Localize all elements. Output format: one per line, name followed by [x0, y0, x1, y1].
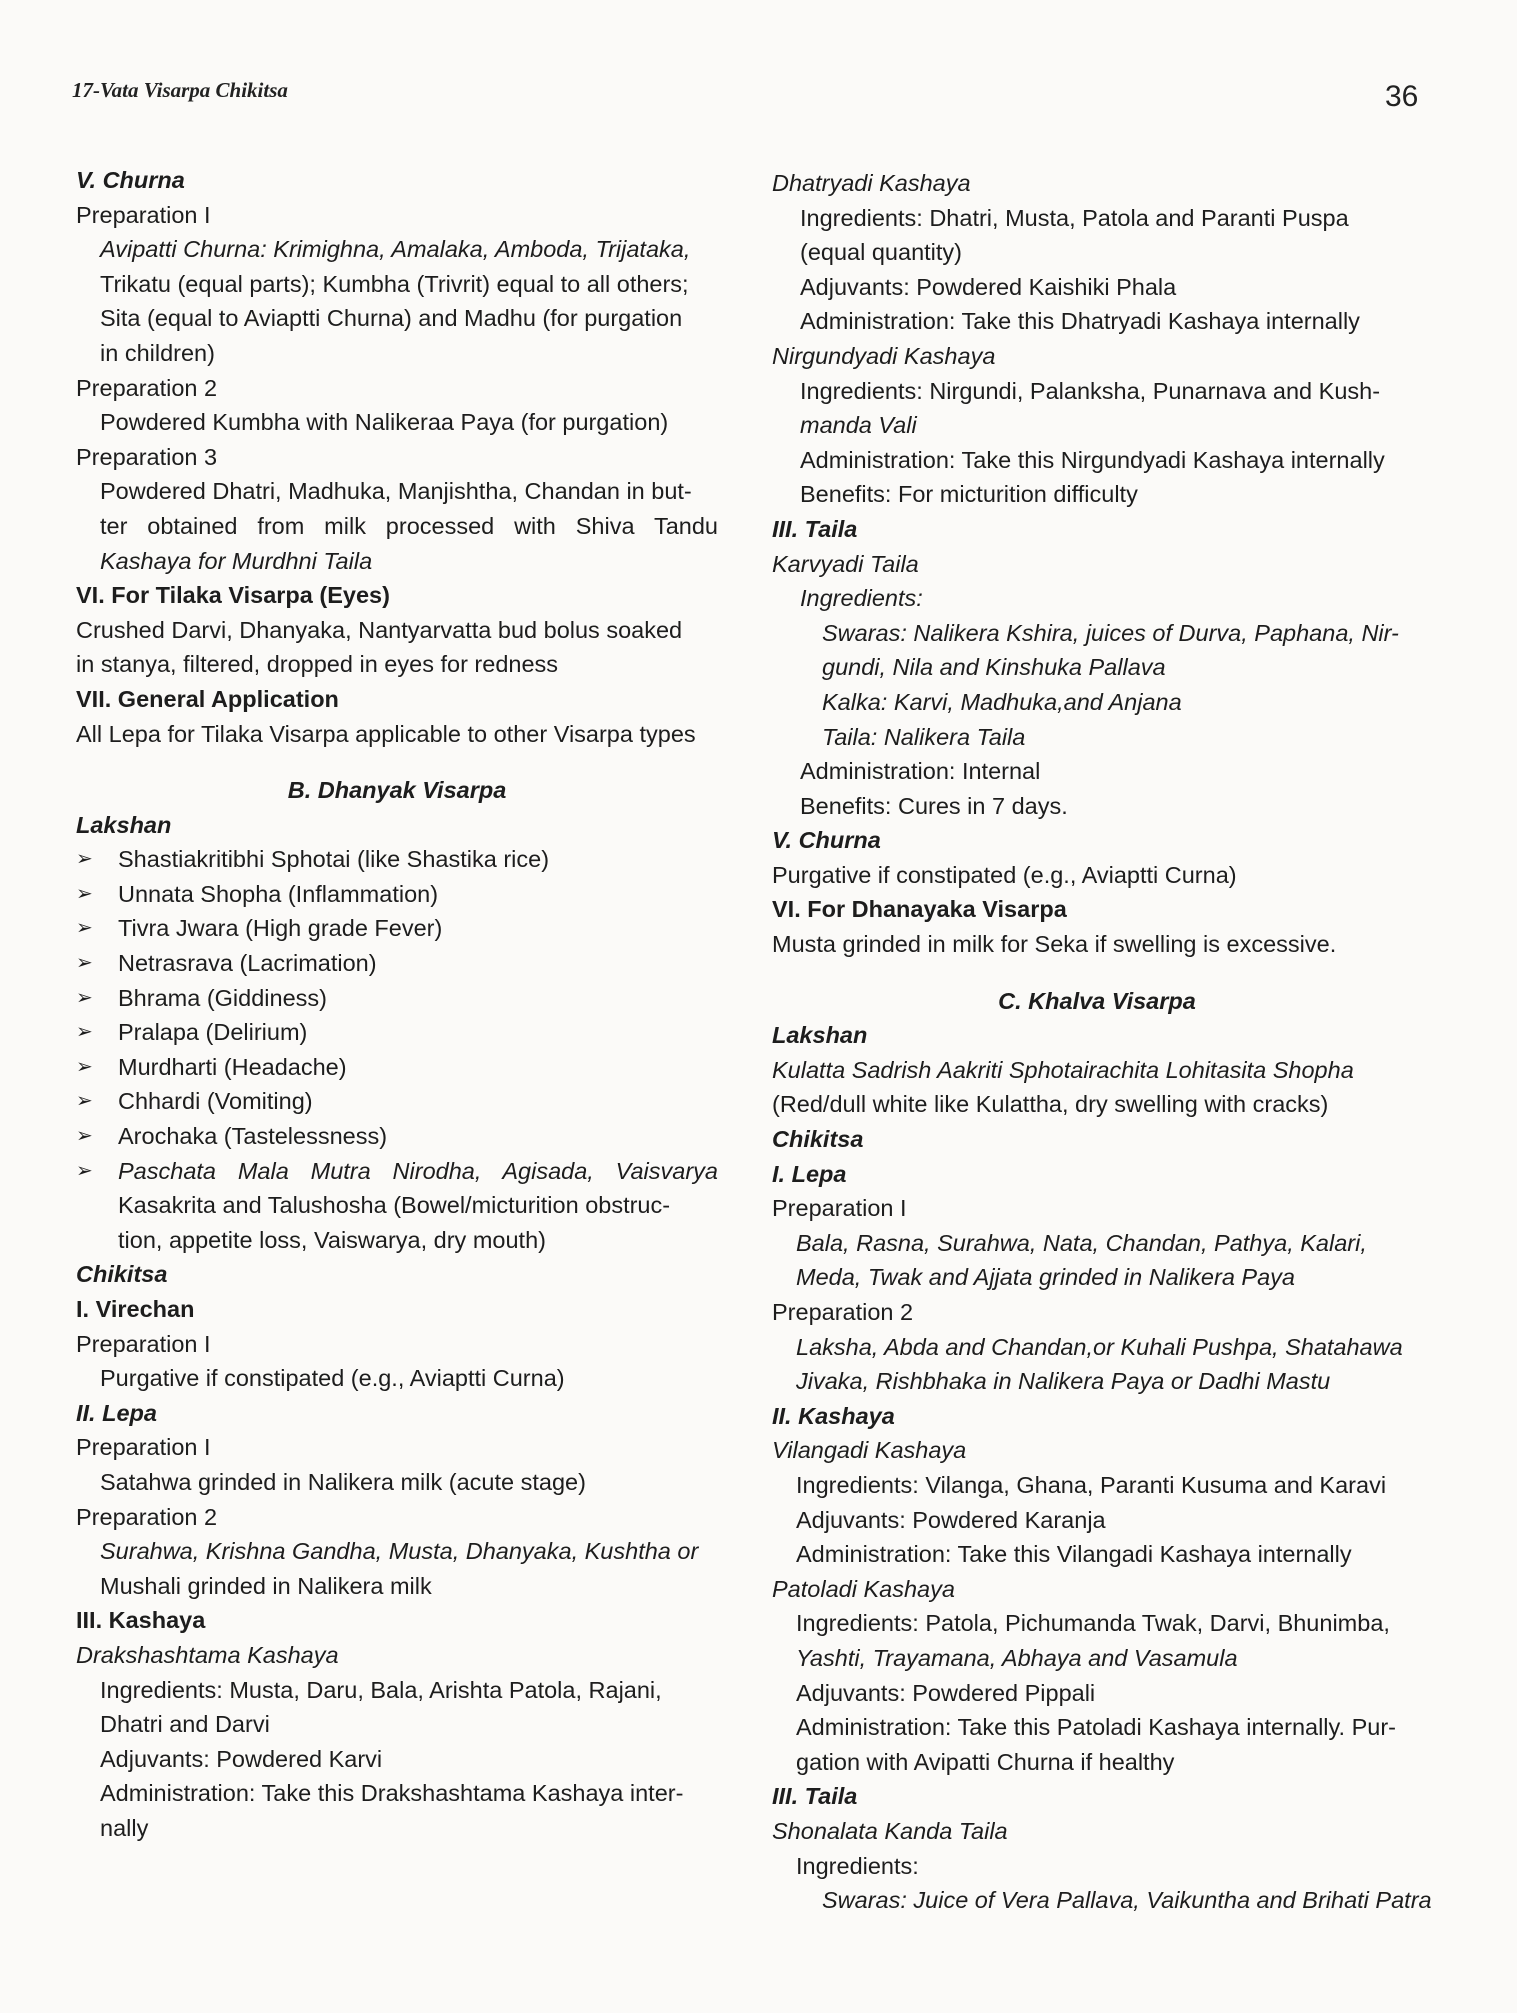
- text-line: Adjuvants: Powdered Karanja: [796, 1506, 1106, 1533]
- subheading: Preparation 2: [76, 374, 218, 401]
- page-number: 36: [1385, 80, 1419, 113]
- section-heading: V. Churna: [772, 827, 881, 854]
- list-item: ➢ Shastiakritibhi Sphotai (like Shastika rice): [76, 842, 718, 877]
- text-line: Kashaya for Murdhni Taila: [100, 547, 373, 574]
- section-heading: Chikitsa: [772, 1126, 864, 1153]
- formula-name: Nirgundyadi Kashaya: [772, 342, 996, 369]
- text-line: in children): [100, 339, 215, 366]
- list-item: ➢ Arochaka (Tastelessness): [76, 1119, 718, 1154]
- subheading: Preparation 2: [76, 1503, 218, 1530]
- text-line: Kasakrita and Talushosha (Bowel/micturition obstruc-: [118, 1192, 671, 1219]
- list-item: ➢ Chhardi (Vomiting): [76, 1084, 718, 1119]
- text-line: gation with Avipatti Churna if healthy: [796, 1748, 1175, 1775]
- text-line: Adjuvants: Powdered Pippali: [796, 1679, 1096, 1706]
- formula-name: Shonalata Kanda Taila: [772, 1817, 1008, 1844]
- bullet-arrow-icon: ➢: [76, 917, 93, 940]
- text-line: gundi, Nila and Kinshuka Pallava: [822, 654, 1166, 681]
- text-line: Administration: Take this Nirgundyadi Kashaya internally: [800, 446, 1385, 473]
- list-item: ➢ Netrasrava (Lacrimation): [76, 946, 718, 981]
- section-heading: VI. For Tilaka Visarpa (Eyes): [76, 582, 390, 609]
- section-heading: I. Virechan: [76, 1296, 195, 1322]
- bullet-arrow-icon: ➢: [76, 882, 93, 905]
- section-title: B. Dhanyak Visarpa: [287, 777, 507, 804]
- formula-name: Dhatryadi Kashaya: [772, 170, 971, 196]
- bullet-arrow-icon: ➢: [76, 1159, 93, 1182]
- bullet-arrow-icon: ➢: [76, 1090, 93, 1113]
- text-line: Ingredients: Nirgundi, Palanksha, Punarnava and Kush-: [800, 377, 1381, 404]
- text-line: Mushali grinded in Nalikera milk: [100, 1572, 432, 1599]
- bullet-arrow-icon: ➢: [76, 1125, 93, 1148]
- text-line: ter obtained from milk processed with Shiva Tandu: [100, 512, 718, 539]
- text-line: Satahwa grinded in Nalikera milk (acute stage): [100, 1468, 586, 1495]
- section-heading: VII. General Application: [76, 685, 339, 712]
- text-line: (Red/dull white like Kulattha, dry swelling with cracks): [772, 1091, 1329, 1118]
- text-line: Trikatu (equal parts); Kumbha (Trivrit) equal to all others;: [100, 270, 689, 297]
- text-line: Powdered Kumbha with Nalikeraa Paya (for purgation): [100, 409, 669, 436]
- text-line: tion, appetite loss, Vaiswarya, dry mouth): [118, 1226, 546, 1253]
- section-heading: II. Kashaya: [772, 1402, 895, 1429]
- section-heading: I. Lepa: [772, 1160, 847, 1187]
- bullet-arrow-icon: ➢: [76, 952, 93, 975]
- text-line: Jivaka, Rishbhaka in Nalikera Paya or Dadhi Mastu: [796, 1368, 1331, 1395]
- section-heading: II. Lepa: [76, 1399, 157, 1426]
- section-heading: Lakshan: [76, 811, 172, 838]
- list-item: ➢ Pralapa (Delirium): [76, 1015, 718, 1050]
- text-line: All Lepa for Tilaka Visarpa applicable to other Visarpa types: [76, 720, 696, 747]
- text-line: Benefits: Cures in 7 days.: [800, 792, 1068, 819]
- subheading: Preparation I: [76, 201, 211, 228]
- text-line: Yashti, Trayamana, Abhaya and Vasamula: [796, 1644, 1238, 1671]
- text-line: Musta grinded in milk for Seka if swelling is excessive.: [772, 931, 1337, 958]
- section-heading: III. Taila: [772, 1783, 858, 1810]
- section-heading: Lakshan: [772, 1022, 868, 1049]
- text-line: Avipatti Churna: Krimighna, Amalaka, Amboda, Trijataka,: [100, 236, 691, 263]
- text-line: Sita (equal to Aviaptti Churna) and Madhu (for purgation: [100, 305, 683, 332]
- text-line: Meda, Twak and Ajjata grinded in Nalikera Paya: [796, 1264, 1295, 1291]
- list-item: ➢ Unnata Shopha (Inflammation): [76, 877, 718, 912]
- text-line: Ingredients: Musta, Daru, Bala, Arishta Patola, Rajani,: [100, 1676, 662, 1703]
- text-line: Adjuvants: Powdered Kaishiki Phala: [800, 273, 1177, 300]
- subheading: Preparation I: [772, 1195, 907, 1222]
- section-heading: Chikitsa: [76, 1261, 168, 1288]
- text-line: Ingredients:: [796, 1852, 919, 1879]
- formula-name: Patoladi Kashaya: [772, 1575, 955, 1602]
- text-line: Bala, Rasna, Surahwa, Nata, Chandan, Pathya, Kalari,: [796, 1229, 1367, 1256]
- text-line: Ingredients: Vilanga, Ghana, Paranti Kusuma and Karavi: [796, 1471, 1387, 1498]
- text-line: Taila: Nalikera Taila: [822, 723, 1026, 750]
- text-line: Kulatta Sadrish Aakriti Sphotairachita Lohitasita Shopha: [772, 1056, 1354, 1083]
- text-line: Laksha, Abda and Chandan,or Kuhali Pushpa, Shatahawa: [796, 1333, 1403, 1360]
- subheading: Preparation I: [76, 1434, 211, 1461]
- right-column: [772, 166, 1432, 1918]
- list-item: ➢ Bhrama (Giddiness): [76, 981, 718, 1016]
- bullet-arrow-icon: ➢: [76, 848, 93, 871]
- formula-name: Drakshashtama Kashaya: [76, 1641, 339, 1668]
- subheading: Preparation 2: [772, 1299, 914, 1325]
- text-line: Surahwa, Krishna Gandha, Musta, Dhanyaka, Kushtha or: [100, 1538, 699, 1565]
- formula-name: Vilangadi Kashaya: [772, 1437, 967, 1464]
- subheading: Preparation 3: [76, 443, 218, 470]
- text-line: manda Vali: [800, 412, 917, 439]
- text-line: Adjuvants: Powdered Karvi: [100, 1745, 383, 1772]
- list-item: ➢ Paschata Mala Mutra Nirodha, Agisada, Vaisvarya: [76, 1154, 718, 1189]
- text-line: Benefits: For micturition difficulty: [800, 481, 1138, 508]
- section-heading: III. Kashaya: [76, 1607, 206, 1634]
- text-line: Crushed Darvi, Dhanyaka, Nantyarvatta bud bolus soaked: [76, 616, 683, 643]
- text-line: Swaras: Nalikera Kshira, juices of Durva, Paphana, Nir-: [822, 619, 1399, 646]
- text-line: Powdered Dhatri, Madhuka, Manjishtha, Chandan in but-: [100, 478, 692, 505]
- subheading: Preparation I: [76, 1330, 211, 1357]
- bullet-arrow-icon: ➢: [76, 1055, 93, 1078]
- list-item: ➢ Tivra Jwara (High grade Fever): [76, 911, 718, 946]
- section-title: C. Khalva Visarpa: [998, 987, 1196, 1014]
- text-line: Administration: Take this Patoladi Kashaya internally. Pur-: [796, 1714, 1396, 1741]
- text-line: nally: [100, 1814, 149, 1841]
- left-column: [76, 163, 718, 1846]
- text-line: (equal quantity): [800, 239, 962, 266]
- text-line: Administration: Take this Drakshashtama Kashaya inter-: [100, 1780, 684, 1807]
- formula-name: Karvyadi Taila: [772, 550, 919, 577]
- text-line: Ingredients: Dhatri, Musta, Patola and Paranti Puspa: [800, 204, 1349, 231]
- text-line: Ingredients:: [800, 585, 923, 612]
- text-line: Administration: Take this Dhatryadi Kashaya internally: [800, 308, 1360, 335]
- section-heading: III. Taila: [772, 515, 858, 542]
- text-line: Ingredients: Patola, Pichumanda Twak, Darvi, Bhunimba,: [796, 1610, 1390, 1637]
- section-heading: V. Churna: [76, 167, 185, 193]
- text-line: Purgative if constipated (e.g., Aviaptti Curna): [772, 861, 1237, 888]
- section-heading: VI. For Dhanayaka Visarpa: [772, 896, 1067, 923]
- text-line: Purgative if constipated (e.g., Aviaptti Curna): [100, 1365, 565, 1392]
- chapter-title: 17-Vata Visarpa Chikitsa: [72, 78, 288, 102]
- bullet-arrow-icon: ➢: [76, 986, 93, 1009]
- text-line: Swaras: Juice of Vera Pallava, Vaikuntha and Brihati Patra: [822, 1887, 1432, 1914]
- list-item: ➢ Murdharti (Headache): [76, 1050, 718, 1085]
- text-line: Administration: Take this Vilangadi Kashaya internally: [796, 1541, 1352, 1568]
- text-line: Kalka: Karvi, Madhuka,and Anjana: [822, 688, 1182, 715]
- bullet-arrow-icon: ➢: [76, 1021, 93, 1044]
- text-line: in stanya, filtered, dropped in eyes for redness: [76, 651, 559, 678]
- text-line: Administration: Internal: [800, 758, 1041, 785]
- text-line: Dhatri and Darvi: [100, 1711, 270, 1738]
